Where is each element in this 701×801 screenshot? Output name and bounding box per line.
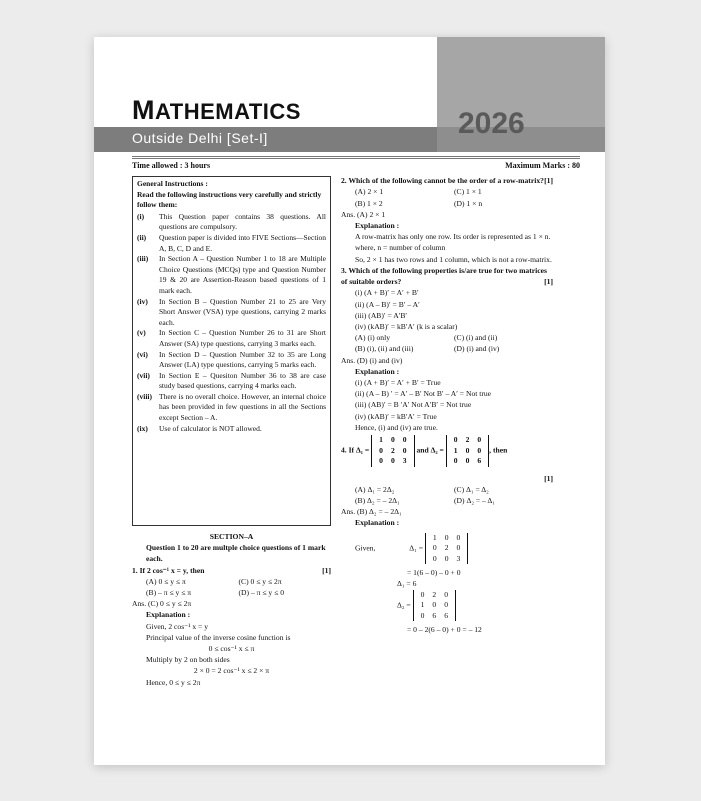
matrix-cell: 0 [456, 532, 461, 542]
instruction-text: Question paper is divided into FIVE Sections—Section A, B, C, D and E. [159, 232, 326, 253]
instruction-text: This Question paper contains 38 questions. All questions are compulsory. [159, 211, 326, 232]
instructions-intro: Read the following instructions very carefully and strictly follow them: [137, 189, 322, 210]
instruction-text: There is no overall choice. However, an internal choice has been provided in few questions in all the Sections except Section – A. [159, 391, 326, 423]
instruction-number: (i) [137, 211, 145, 221]
instruction-item [137, 392, 326, 424]
instructions-list [137, 212, 326, 434]
question-2-options: (A) 2 × 1 (C) 1 × 1 (B) 1 × 2 (D) 1 × n [355, 187, 483, 208]
maximum-marks: Maximum Marks : 80 [505, 161, 580, 170]
matrix-delta1-expl [425, 533, 468, 565]
question-1-options: (A) 0 ≤ y ≤ π (C) 0 ≤ y ≤ 2π (B) – π ≤ y ≤ π (D) – π ≤ y ≤ 0 [146, 576, 284, 598]
instruction-item [137, 297, 326, 329]
instruction-number: (iii) [137, 254, 149, 264]
instruction-text: In Section C – Question Number 26 to 31 are Short Answer (SA) type questions, carrying 3 marks each. [159, 328, 326, 348]
matrix-cell: 0 [453, 456, 458, 466]
matrix-delta2-expl [413, 590, 456, 622]
matrix-cell: 0 [465, 445, 470, 455]
matrix-cell: 0 [432, 600, 437, 609]
section-intro: Question 1 to 20 are multple choice questions of 1 mark each. [146, 543, 326, 564]
matrix-cell: 3 [402, 456, 407, 466]
instruction-text: In Section B – Question Number 21 to 25 are Very Short Answer (VSA) type questions, carrying 2 marks each. [159, 296, 326, 327]
instruction-number: (ix) [137, 423, 148, 433]
matrix-cell: 6 [444, 610, 449, 620]
page-title: MATHEMATICS [132, 95, 301, 125]
matrix-cell: 0 [477, 435, 482, 445]
divider [132, 156, 580, 157]
instruction-item [137, 424, 326, 435]
matrix-cell: 0 [456, 543, 461, 553]
instruction-item [137, 328, 326, 349]
matrix-cell: 2 [390, 445, 395, 455]
left-column: SECTION–A Question 1 to 20 are multple choice questions of 1 mark each. 1. If 2 cos⁻¹ x = y, then [1] (A) 0 ≤ y ≤ π (C) 0 ≤ y ≤ 2π (B) – π ≤ y ≤ π (D) – π ≤ y ≤ 0 Ans. (C) 0 ≤ y ≤ 2π Explanation : Given, 2 cos⁻¹ x = y Principal value of the inverse cosine function is 0 ≤ cos⁻¹ x ≤ π Multiply by 2 on both sides 2 × 0 = 2 cos⁻¹ x ≤ 2 × π Hence, 0 ≤ y ≤ 2π [132, 532, 331, 687]
instruction-text: In Section E – Quesiton Number 36 to 38 are case study based questions, carrying 4 marks each. [159, 370, 326, 391]
matrix-cell: 0 [402, 445, 407, 455]
matrix-cell: 0 [432, 553, 437, 563]
year: 2026 [458, 107, 525, 140]
instruction-number: (iv) [137, 296, 148, 306]
matrix-cell: 0 [444, 589, 449, 599]
question-3-options: (A) (i) only (C) (i) and (ii) (B) (i), (ii) and (iii) (D) (i) and (iv) [355, 333, 500, 354]
matrix-cell: 0 [420, 610, 425, 620]
right-column: 2. Which of the following cannot be the order of a row-matrix? [1] (A) 2 × 1 (C) 1 × 1 (B) 1 × 2 (D) 1 × n Ans. (A) 2 × 1 Explanation : A row-matrix has only one row. Its order is represented as 1 × n. where, n = number of column So, 2 × 1 has two rows and 1 column, which is not a row-matrix. 3. Which of the following properties is/are true for two matrices of suitable orders? [1] (i) (A + B)′ = A′ + B′ (ii) (A – B)′ = B′ – A′ (iii) (AB)′ = A′B′ (iv) (kAB)′ = kB′A′ (k is a scalar) (A) (i) only (C) (i) and (ii) (B) (i), (ii) and (iii) (D) (i) and (iv) Ans. (D) (i) and (iv) Explanation : (i) (A + B)′ = A′ + B′ = True (ii) (A – B) ′ = A′ – B′ Not B′ – A′ = Not true (iii) (AB)′ = B ′A′ Not A′B′ = Not true (iv) (kAB)′ = kB′A′ = True Hence, (i) and (iv) are true. 4. If Δ₁ = 1 0 0 0 2 0 0 0 3 and Δ₂ = 0 2 0 1 0 0 0 0 6 , then [1] (A) Δ₁ = 2Δ₂ (C) Δ₁ = Δ₂ (B) Δ₂ = – 2Δ₁ (D) Δ₂ = – Δ₁ Ans. (B) Δ₂ = – 2Δ₁ Explanation : Given, Δ₁ = 1 0 0 0 2 0 0 0 3 = 1(6 – 0) – 0 + 0 Δ₁ = 6 Δ₂ = 0 2 0 1 0 0 0 6 6 = 0 – 2(6 – 0) + 0 = – 12 [341, 176, 553, 634]
instruction-number: (ii) [137, 232, 147, 242]
instruction-number: (viii) [137, 391, 152, 401]
matrix-cell: 1 [453, 445, 458, 455]
matrix-cell: 0 [390, 435, 395, 445]
matrix-delta2 [446, 435, 489, 467]
matrix-cell: 6 [477, 456, 482, 466]
matrix-cell: 0 [432, 543, 437, 553]
question-1: 1. If 2 cos⁻¹ x = y, then [1] [132, 565, 331, 575]
matrix-cell: 0 [453, 435, 458, 445]
matrix-cell: 0 [444, 532, 449, 542]
matrix-cell: 2 [432, 589, 437, 599]
time-allowed: Time allowed : 3 hours [132, 161, 211, 170]
divider [132, 158, 580, 159]
question-2: 2. Which of the following cannot be the order of a row-matrix? [1] [341, 176, 553, 186]
instruction-item [137, 233, 326, 254]
instruction-text: Use of calculator is NOT allowed. [159, 423, 262, 433]
matrix-cell: 1 [432, 532, 437, 542]
section-title: SECTION–A [209, 532, 254, 541]
given-delta2: Δ₂ = 0 2 0 1 0 0 0 6 6 [341, 590, 553, 622]
instruction-number: (vii) [137, 370, 150, 380]
instruction-item [137, 371, 326, 392]
matrix-cell: 0 [444, 600, 449, 609]
matrix-cell: 1 [420, 600, 425, 609]
given-delta1: Given, Δ₁ = 1 0 0 0 2 0 0 0 3 [341, 533, 553, 565]
instruction-number: (v) [137, 328, 146, 338]
question-3: 3. Which of the following properties is/are true for two matrices of suitable orders? [1] [341, 265, 553, 287]
instruction-number: (vi) [137, 349, 148, 359]
answer-1: Ans. (C) 0 ≤ y ≤ 2π [132, 599, 192, 609]
instructions-box [132, 176, 331, 526]
matrix-cell: 0 [390, 456, 395, 466]
matrix-cell: 3 [456, 553, 461, 563]
instruction-item [137, 254, 326, 296]
instruction-item [137, 212, 326, 233]
answer-3: Ans. (D) (i) and (iv) [341, 355, 403, 365]
subtitle-band [94, 127, 605, 152]
question-4-options: (A) Δ₁ = 2Δ₂ (C) Δ₁ = Δ₂ (B) Δ₂ = – 2Δ₁ (D) Δ₂ = – Δ₁ [355, 484, 495, 505]
book-page [94, 37, 605, 765]
matrix-cell: 0 [379, 445, 383, 455]
matrix-cell: 2 [444, 543, 449, 553]
matrix-cell: 0 [379, 456, 383, 466]
instructions-heading: General Instructions : [137, 179, 208, 188]
matrix-cell: 1 [379, 435, 383, 445]
matrix-cell: 0 [477, 445, 482, 455]
subtitle: Outside Delhi [Set-I] [132, 130, 268, 146]
matrix-cell: 0 [402, 435, 407, 445]
matrix-cell: 6 [432, 610, 437, 620]
matrix-cell: 0 [465, 456, 470, 466]
answer-2: Ans. (A) 2 × 1 [341, 209, 386, 219]
matrix-cell: 0 [444, 553, 449, 563]
question-4: 4. If Δ₁ = 1 0 0 0 2 0 0 0 3 and Δ₂ = 0 2 0 1 0 0 0 0 6 , then [341, 435, 508, 466]
matrix-delta1 [371, 435, 414, 467]
matrix-cell: 0 [420, 589, 425, 599]
instruction-text: In Section D – Question Number 32 to 35 are Long Answer (LA) type questions, carrying 5 marks each. [159, 349, 326, 370]
instruction-item [137, 350, 326, 371]
instruction-text: In Section A – Question Number 1 to 18 are Multiple Choice Questions (MCQs) type and Question Number 19 & 20 are Assertion-Reason based questions of 1 mark each. [159, 254, 326, 295]
answer-4: Ans. (B) Δ₂ = – 2Δ₁ [341, 507, 402, 517]
matrix-cell: 2 [465, 435, 470, 445]
